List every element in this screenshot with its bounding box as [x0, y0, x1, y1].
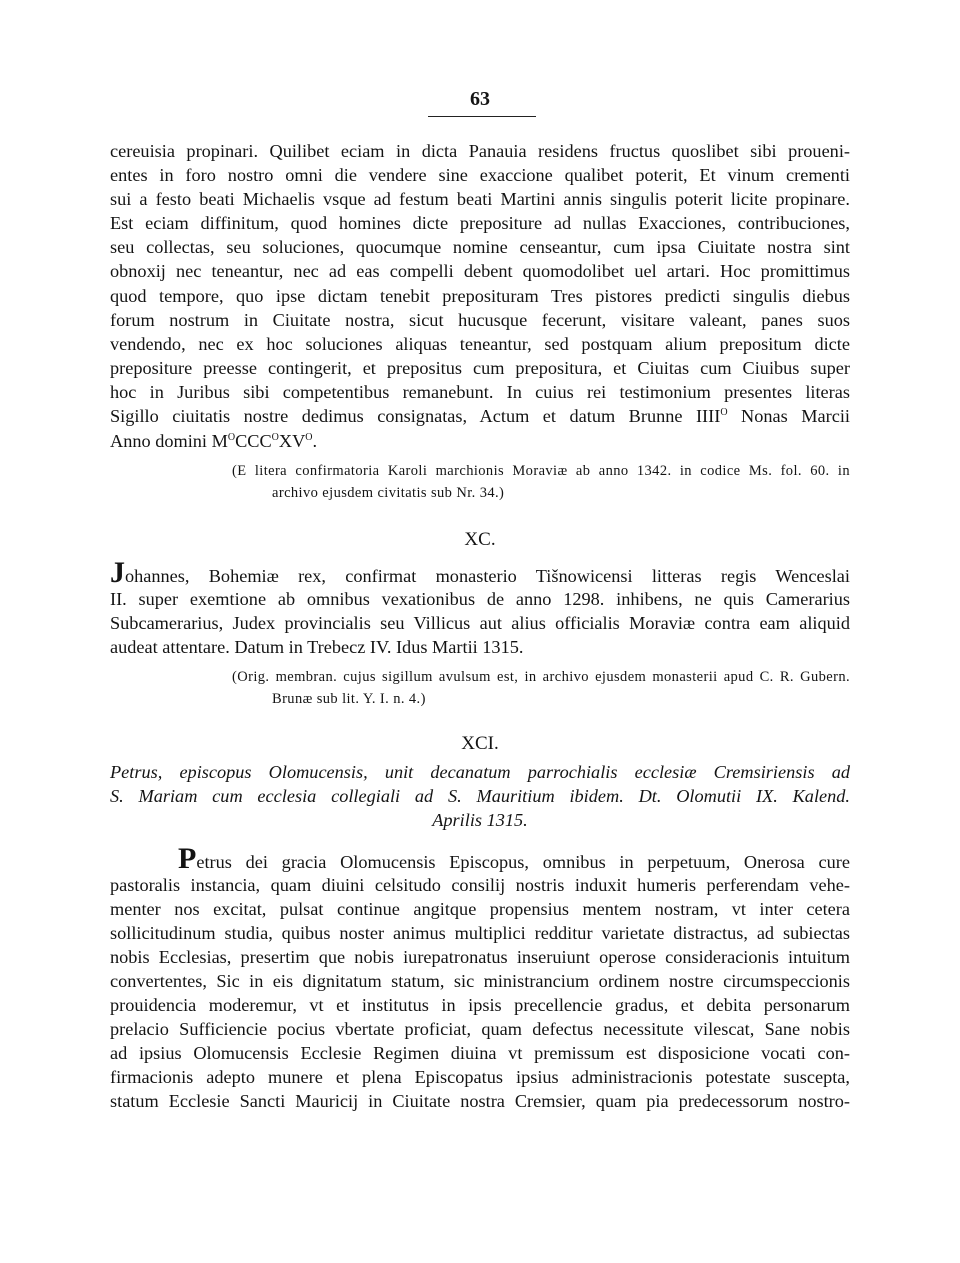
text-line: entes in foro nostro omni die vendere sine exaccione qualibet poterit, Et vinum crementi [110, 165, 850, 185]
text-segment: Anno domini M [110, 431, 228, 451]
drop-cap: P [178, 842, 197, 875]
text-line: II. super exemtione ab omnibus vexationibus de anno 1298. inhibens, ne quis Camerarius [110, 589, 850, 609]
text-segment: CCC [235, 431, 272, 451]
summary-line: Aprilis 1315. [432, 810, 528, 830]
text-line: statum Ecclesie Sancti Mauricij in Ciuitate nostra Cremsier, quam pia predecessorum nostro- [110, 1091, 850, 1111]
text-line: menter nos excitat, pulsat continue angitque propensius mentem nostram, vt inter cetera [110, 899, 850, 919]
note-line: (E litera confirmatoria Karoli marchionis Moraviæ ab anno 1342. in codice Ms. fol. 60. in [232, 463, 850, 479]
text-line: convertentes, Sic in eis dignitatum statum, sic ministrancium ordinem nostre circumspeccionis [110, 971, 850, 991]
text-line: prepositure preesse contingerit, et prepositus cum prepositura, et Ciuitas cum Ciuibus super [110, 358, 850, 378]
page-number-rule [428, 116, 536, 117]
section-heading-xci: XCI. [461, 733, 499, 754]
text-line: obnoxij nec teneantur, nec ad eas compelli debent quomodolibet uel artari. Hoc promittimus [110, 261, 850, 281]
text-line: ad ipsius Olomucensis Ecclesie Regimen diuina vt premissum est disposicione vocati con- [110, 1043, 850, 1063]
text-segment: Sigillo ciuitatis nostre dedimus consignatas, Actum et datum Brunne IIII [110, 406, 721, 426]
superscript: O [305, 431, 313, 443]
superscript: O [720, 406, 728, 418]
text-line: forum nostrum in Ciuitate nostra, sicut hucusque fecerunt, visitare valeant, panes suos [110, 310, 850, 330]
text-line [110, 556, 850, 589]
text-line: prouidencia moderemur, vt et institutus in ipsis precellencie gradus, et debita personarum [110, 995, 850, 1015]
text-line: prelacio Sufficiencie pocius vbertate proficiat, quam defectus necessitute vilescat, Sane nobis [110, 1019, 850, 1039]
summary-line: S. Mariam cum ecclesia collegiali ad S. Mauritium ibidem. Dt. Olomutii IX. Kalend. [110, 786, 850, 806]
text-segment: Nonas Marcii [727, 406, 850, 426]
text-line: vendendo, nec ex hoc soluciones aliquas teneantur, sed postquam alium prepositum dicte [110, 334, 850, 354]
text-line: Subcamerarius, Judex provincialis seu Villicus aut alius officialis Moraviæ contra eam aliquid [110, 613, 850, 633]
note-line: archivo ejusdem civitatis sub Nr. 34.) [272, 485, 505, 501]
text-line: sui a festo beati Michaelis vsque ad festum beati Martini annis singulis poterit licite propinare. [110, 189, 850, 209]
text-line: quod tempore, quo ipse dictam tenebit preposituram Tres pistores predicti singulis diebus [110, 286, 850, 306]
text-line: pastoralis instancia, quam diuini celsitudo consilij nostris induxit humeris perferendam vehe- [110, 875, 850, 895]
text-segment: . [312, 431, 318, 451]
text-line [110, 429, 850, 453]
text-segment: etrus dei gracia Olomucensis Episcopus, omnibus in perpetuum, Onerosa cure [196, 852, 850, 872]
page-number: 63 [470, 88, 490, 110]
superscript: O [227, 431, 236, 443]
note-line: (Orig. membran. cujus sigillum avulsum est, in archivo ejusdem monasterii apud C. R. Gubern. [232, 669, 850, 685]
text-line: nobis Ecclesias, presertim que nobis iurepatronatus inseruiunt operose consideracionis intuitum [110, 947, 850, 967]
text-line [178, 842, 850, 875]
text-segment: XV [278, 431, 306, 451]
note-line: Brunæ sub lit. Y. I. n. 4.) [272, 691, 426, 707]
text-segment: ohannes, Bohemiæ rex, confirmat monasterio Tišnowicensi litteras regis Wenceslai [125, 566, 850, 586]
text-line: sollicitudinum studia, quibus noster animus multiplici redditur varietate distractus, ad subiectas [110, 923, 850, 943]
superscript: O [271, 431, 279, 443]
text-line: hoc in Juribus sibi competentibus remanebunt. In cuius rei testimonium presentes literas [110, 382, 850, 402]
drop-cap: J [110, 556, 125, 589]
text-line: cereuisia propinari. Quilibet eciam in dicta Panauia residens fructus quoslibet sibi proueni- [110, 141, 850, 161]
text-line: audeat attentare. Datum in Trebecz IV. Idus Martii 1315. [110, 637, 524, 657]
summary-line: Petrus, episcopus Olomucensis, unit decanatum parrochialis ecclesiæ Cremsiriensis ad [110, 762, 850, 782]
text-line: Est eciam diffinitum, quod homines dicte prepositure ad nullas Exacciones, contribuciones, [110, 213, 850, 233]
text-line: seu collectas, seu soluciones, quocumque nomine censeantur, cum ipsa Ciuitate nostra sint [110, 237, 850, 257]
text-line [110, 404, 850, 428]
text-line: firmacionis adepto munere et plena Episcopatus ipsius administracionis potestate suscepta, [110, 1067, 850, 1087]
section-heading-xc: XC. [464, 529, 496, 550]
